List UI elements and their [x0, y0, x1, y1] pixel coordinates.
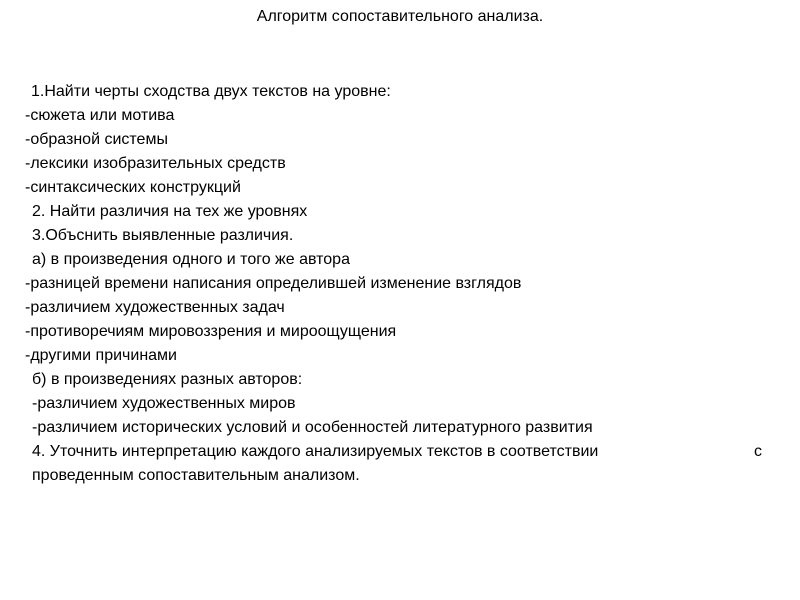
sub-b-line: б) в произведениях разных авторов: — [32, 371, 303, 388]
list-item-time: -разницей времени написания определившей изменение взглядов — [25, 275, 522, 292]
list-item-tasks: -различием художественных задач — [25, 299, 285, 316]
sub-a-line: а) в произведения одного и того же автора — [32, 251, 350, 268]
slide-body — [25, 80, 770, 488]
list-item-other: -другими причинами — [25, 347, 177, 364]
step-1-line: 1.Найти черты сходства двух текстов на уровне: — [31, 83, 391, 100]
step-4-line — [25, 440, 762, 464]
list-item-art-worlds: -различием художественных миров — [32, 395, 296, 412]
slide-title: Алгоритм сопоставительного анализа. — [256, 8, 544, 25]
step-3-line: 3.Объснить выявленные различия. — [32, 227, 294, 244]
list-item-plot: -сюжета или мотива — [25, 107, 175, 124]
step-4-text: 4. Уточнить интерпретацию каждого анализируемых текстов в соответствии — [32, 443, 599, 460]
step-4-trailing-word: с — [754, 443, 762, 460]
list-item-worldview: -противоречиям мировоззрения и мироощущения — [25, 323, 397, 340]
list-item-syntax: -синтаксических конструкций — [25, 179, 241, 196]
step-4-continuation: проведенным сопоставительным анализом. — [32, 467, 360, 484]
step-2-line: 2. Найти различия на тех же уровнях — [32, 203, 308, 220]
list-item-lexicon: -лексики изобразительных средств — [25, 155, 286, 172]
list-item-historical: -различием исторических условий и особенностей литературного развития — [32, 419, 593, 436]
list-item-imagery: -образной системы — [25, 131, 168, 148]
